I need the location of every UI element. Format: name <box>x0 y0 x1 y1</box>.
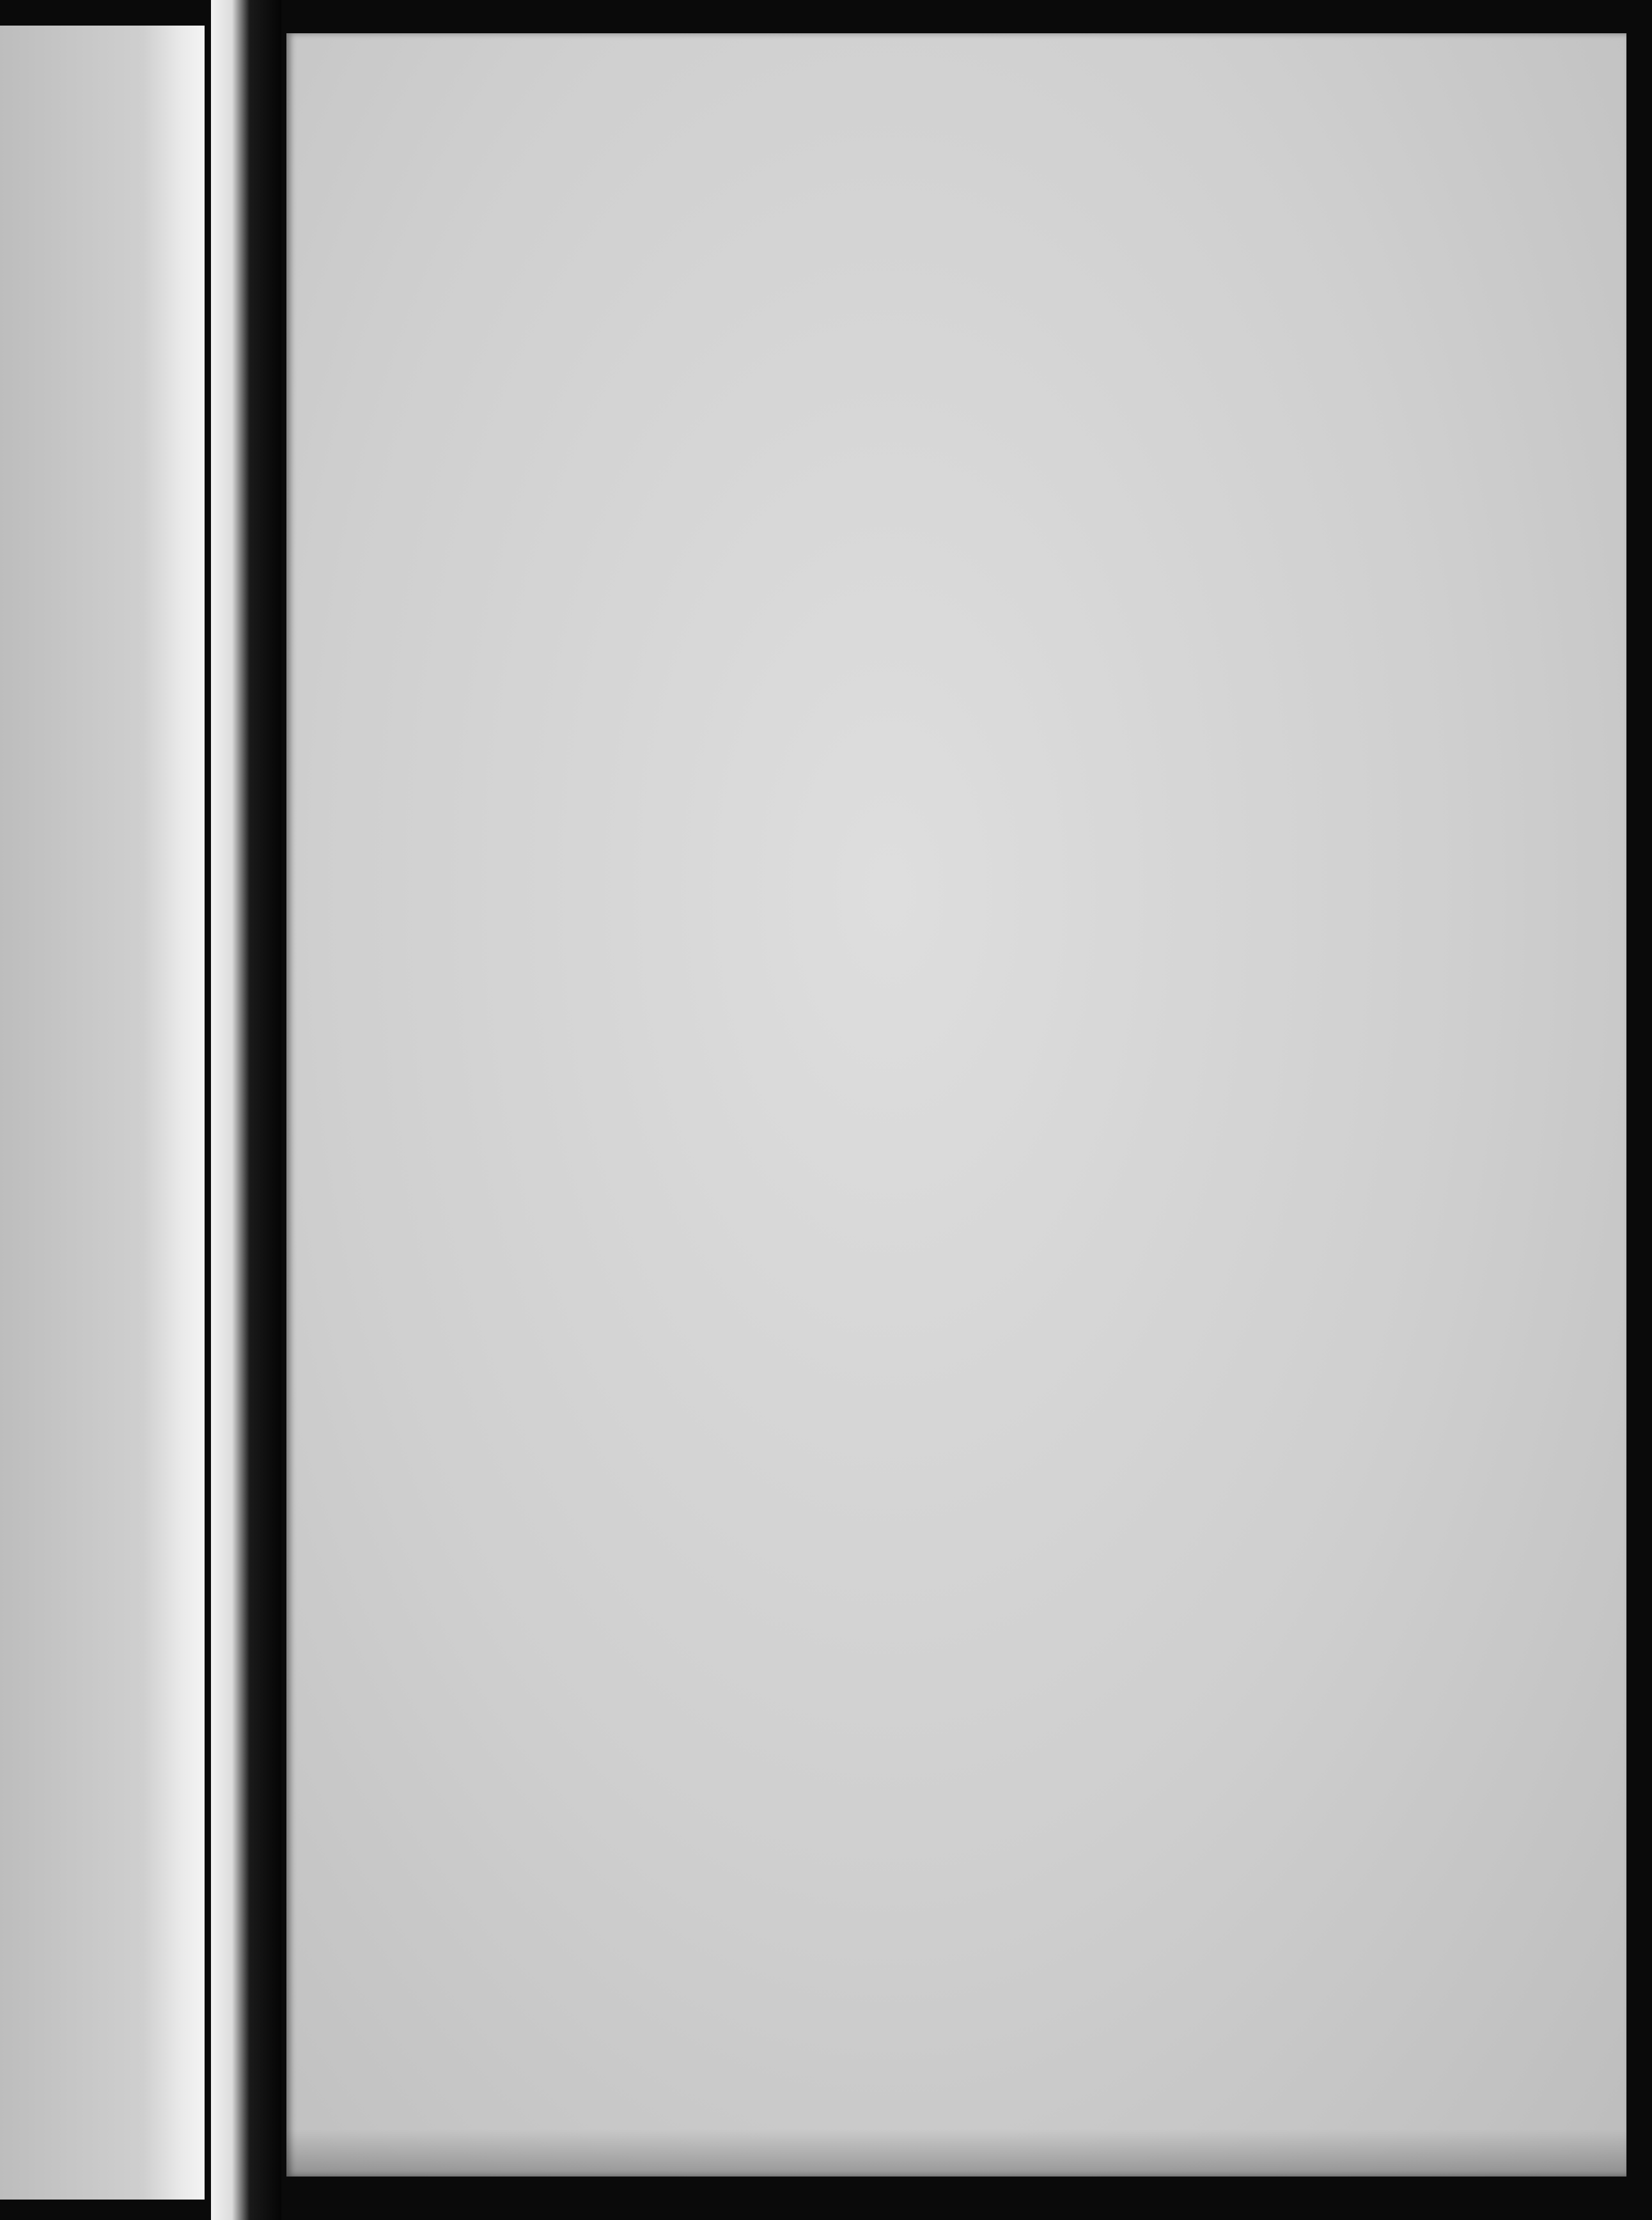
book-page <box>286 33 1626 2177</box>
book-gutter <box>211 0 281 2220</box>
previous-page-text-fragments <box>0 0 58 2220</box>
page-bottom-shadow <box>286 2129 1626 2177</box>
